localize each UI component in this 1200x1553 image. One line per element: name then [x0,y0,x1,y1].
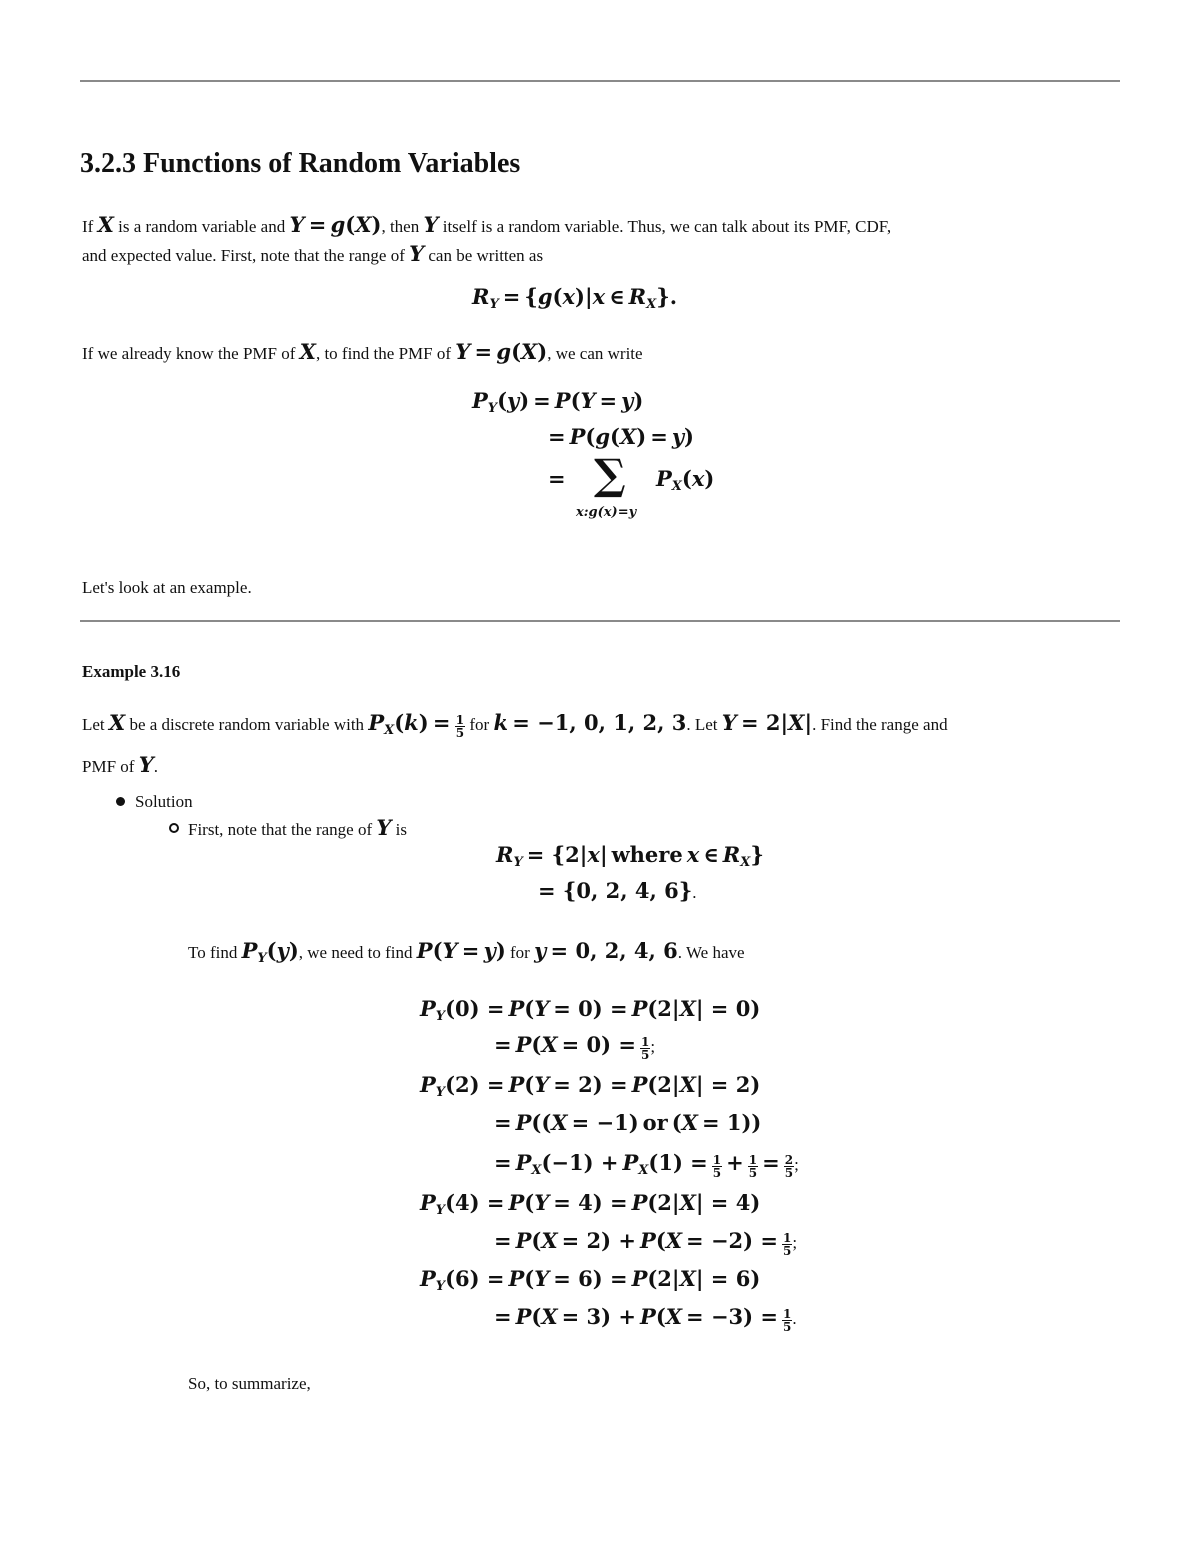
range-equation: $R_Y = \{g(x)|x$ ∈ $R_X$}. [472,284,678,312]
py2-line-3: = $P_X(-1) + P_X(1)$ = $\frac{1}{5}$ + $\frac{1}{5}$ = $\frac{2}{5}$ ; [494,1150,799,1180]
py2-line-1: $P_Y(2) = P(Y = 2) = P(2|X| = 2)$ [420,1072,761,1100]
range-y-line-1: $R_Y = \{2|x|$ where x ∈ $R_X$} [496,842,764,870]
example-statement: Let X be a discrete random variable with $P_X(k)$ = $\frac{1}{5}$ for k = −1, 0, 1, 2, 3. Let Y = 2|X|. Find the range and PMF of Y. [82,710,948,777]
top-divider [80,80,1120,82]
intro-paragraph: If X is a random variable and Y = g(X), then Y itself is a random variable. Thus, we can talk about its PMF, CDF, and expected value. First, note that the range of Y can be written as [82,212,892,266]
pmf-eq-line-1: $P_Y(y) = P(Y = y)$ [472,388,644,416]
pmf-sentence: If we already know the PMF of X, to find the PMF of Y = g(X), we can write [82,339,643,364]
bullet-dot-icon [116,797,125,806]
py4-line-2: = P(X = 2) + P(X = −2) = $\frac{1}{5}$ ; [494,1228,798,1258]
lets-look-text: Let's look at an example. [82,578,252,597]
bullet-circle-icon [169,823,179,833]
pmf-eq-line-2: = P(g(X) = y) [548,424,694,449]
py4-line-1: $P_Y(4) = P(Y = 4) = P(2|X| = 4)$ [420,1190,761,1218]
py6-line-1: $P_Y(6) = P(Y = 6) = P(2|X| = 6)$ [420,1266,761,1294]
example-heading: Example 3.16 [82,662,181,681]
py2-line-2: = P((X = −1) or (X = 1)) [494,1110,762,1135]
range-note: First, note that the range of Y is [188,815,407,840]
fraction-one-fifth: $\frac{1}{5}$ [455,712,465,740]
py6-line-2: = P(X = 3) + P(X = −3) = $\frac{1}{5}$ . [494,1304,797,1334]
solution-toggle[interactable]: Solution [135,792,193,811]
pmf-eq-line-3-term: $P_X(x)$ [656,466,715,494]
pmf-eq-line-3: = [548,466,566,491]
summarize-text: So, to summarize, [188,1374,311,1393]
py0-line-1: $P_Y(0) = P(Y = 0) = P(2|X| = 0)$ [420,996,761,1024]
summation-index: x:g(x)=y [576,505,637,520]
range-y-line-2: = {0, 2, 4, 6}. [538,878,697,903]
example-divider [80,620,1120,622]
section-title: 3.2.3 Functions of Random Variables [80,148,521,179]
to-find-sentence: To find $P_Y(y)$, we need to find P(Y = y) for y = 0, 2, 4, 6. We have [188,938,745,966]
summation-symbol: ∑ [594,450,626,499]
py0-line-2: = P(X = 0) = $\frac{1}{5}$ ; [494,1032,656,1062]
